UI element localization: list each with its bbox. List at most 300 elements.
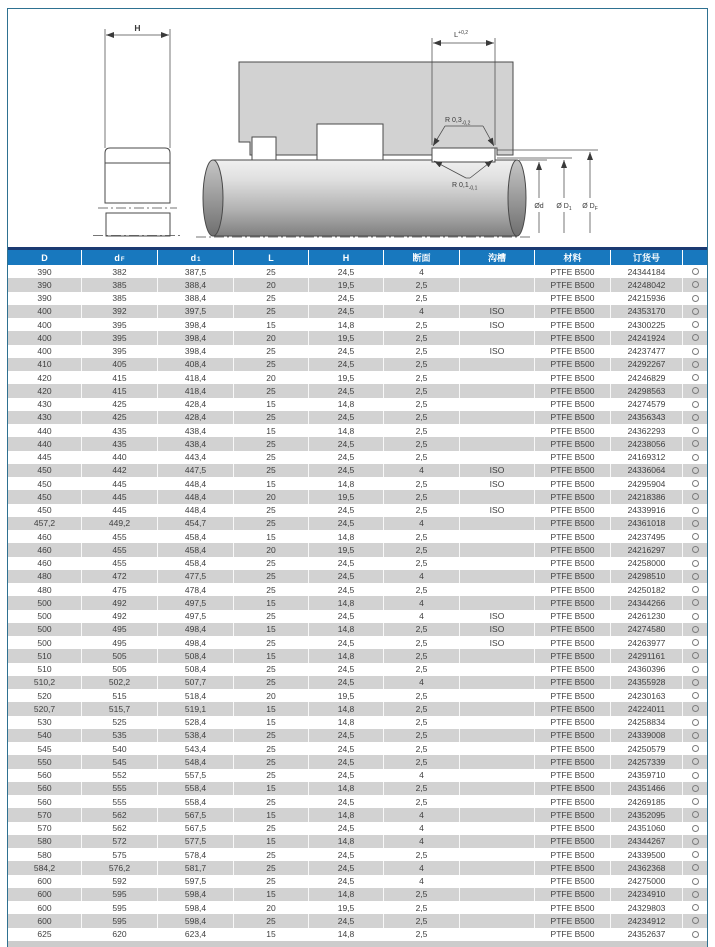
cell-d1: 398,4	[158, 331, 234, 344]
cell-material: PTFE B500	[535, 610, 611, 623]
circle-icon	[692, 666, 699, 673]
cell-dF: 455	[82, 543, 158, 556]
cell-material: PTFE B500	[535, 451, 611, 464]
cell-D: 410	[8, 358, 82, 371]
availability-cell	[683, 623, 707, 636]
technical-drawing	[8, 9, 707, 247]
circle-icon	[692, 387, 699, 394]
cell-groove	[460, 769, 535, 782]
cell-D: 510	[8, 663, 82, 676]
cell-D: 600	[8, 901, 82, 914]
cell-profile: 2,5	[384, 543, 460, 556]
table-row	[8, 331, 707, 344]
circle-icon	[692, 321, 699, 328]
cell-profile: 4	[384, 305, 460, 318]
availability-cell	[683, 424, 707, 437]
cell-groove	[460, 292, 535, 305]
cell-profile: 2,5	[384, 411, 460, 424]
availability-cell	[683, 702, 707, 715]
table-row	[8, 795, 707, 808]
cell-groove	[460, 358, 535, 371]
cell-order-no: 24275000	[611, 875, 683, 888]
cell-L: 25	[234, 769, 309, 782]
cell-profile: 2,5	[384, 451, 460, 464]
cell-order-no: 24274580	[611, 623, 683, 636]
cell-profile: 2,5	[384, 530, 460, 543]
circle-icon	[692, 864, 699, 871]
cell-order-no: 24258000	[611, 557, 683, 570]
dia-d1-label: Ø $D_1$	[556, 203, 572, 212]
table-row	[8, 490, 707, 503]
availability-cell	[683, 689, 707, 702]
cell-d1: 497,5	[158, 610, 234, 623]
cell-D: 580	[8, 848, 82, 861]
seal-ring-profile	[105, 148, 170, 163]
cell-d1: 598,4	[158, 914, 234, 927]
cell-H: 14,8	[309, 623, 384, 636]
availability-cell	[683, 517, 707, 530]
availability-cell	[683, 795, 707, 808]
availability-cell	[683, 610, 707, 623]
cell-profile: 2,5	[384, 914, 460, 927]
cell-material: PTFE B500	[535, 345, 611, 358]
cell-D: 530	[8, 716, 82, 729]
circle-icon	[692, 414, 699, 421]
cell-H: 24,5	[309, 861, 384, 874]
cell-L: 15	[234, 424, 309, 437]
cell-material: PTFE B500	[535, 424, 611, 437]
cell-D: 450	[8, 504, 82, 517]
availability-cell	[683, 292, 707, 305]
table-row	[8, 517, 707, 530]
table-row	[8, 371, 707, 384]
cell-material: PTFE B500	[535, 649, 611, 662]
cell-profile: 2,5	[384, 742, 460, 755]
cell-material: PTFE B500	[535, 265, 611, 278]
cell-D: 400	[8, 331, 82, 344]
cell-order-no: 24353170	[611, 305, 683, 318]
circle-icon	[692, 281, 699, 288]
table-row	[8, 477, 707, 490]
cell-groove	[460, 331, 535, 344]
table-row	[8, 861, 707, 874]
cell-material: PTFE B500	[535, 464, 611, 477]
cell-profile: 2,5	[384, 663, 460, 676]
cell-H: 24,5	[309, 345, 384, 358]
cell-H: 24,5	[309, 848, 384, 861]
availability-cell	[683, 742, 707, 755]
circle-icon	[692, 454, 699, 461]
cell-material: PTFE B500	[535, 689, 611, 702]
cell-dF: 415	[82, 384, 158, 397]
cell-profile: 2,5	[384, 384, 460, 397]
cell-groove	[460, 265, 535, 278]
cell-d1: 458,4	[158, 543, 234, 556]
cell-L: 15	[234, 530, 309, 543]
cell-D: 550	[8, 755, 82, 768]
cell-d1: 558,4	[158, 795, 234, 808]
circle-icon	[692, 851, 699, 858]
availability-cell	[683, 557, 707, 570]
table-row	[8, 742, 707, 755]
cell-D: 400	[8, 318, 82, 331]
cell-order-no: 24300225	[611, 318, 683, 331]
table-row	[8, 318, 707, 331]
circle-icon	[692, 798, 699, 805]
cell-d1: 598,4	[158, 888, 234, 901]
cell-profile: 2,5	[384, 623, 460, 636]
cell-d1: 478,4	[158, 583, 234, 596]
cell-H: 24,5	[309, 676, 384, 689]
availability-cell	[683, 888, 707, 901]
cell-dF: 595	[82, 901, 158, 914]
circle-icon	[692, 825, 699, 832]
table-row	[8, 808, 707, 821]
cell-D: 520	[8, 689, 82, 702]
circle-icon	[692, 427, 699, 434]
cell-d1: 448,4	[158, 504, 234, 517]
circle-icon	[692, 679, 699, 686]
availability-cell	[683, 636, 707, 649]
circle-icon	[692, 639, 699, 646]
cell-order-no: 24258834	[611, 716, 683, 729]
column-header-D: D	[8, 250, 82, 265]
cell-H: 19,5	[309, 278, 384, 291]
table-row	[8, 596, 707, 609]
seal-in-groove	[432, 148, 495, 162]
cell-order-no: 24339916	[611, 504, 683, 517]
availability-cell	[683, 331, 707, 344]
cell-order-no: 24292267	[611, 358, 683, 371]
cell-order-no: 24237495	[611, 530, 683, 543]
cell-dF: 595	[82, 888, 158, 901]
cell-d1: 454,7	[158, 517, 234, 530]
cell-dF: 472	[82, 570, 158, 583]
cell-groove	[460, 676, 535, 689]
table-row	[8, 875, 707, 888]
seal-profile-figure	[93, 29, 182, 236]
availability-cell	[683, 305, 707, 318]
cell-H: 19,5	[309, 371, 384, 384]
availability-cell	[683, 411, 707, 424]
cell-groove	[460, 424, 535, 437]
table-row	[8, 755, 707, 768]
cell-L: 20	[234, 371, 309, 384]
cell-L: 15	[234, 477, 309, 490]
cell-D: 390	[8, 265, 82, 278]
cell-L: 25	[234, 504, 309, 517]
cell-order-no: 24355928	[611, 676, 683, 689]
availability-cell	[683, 265, 707, 278]
cell-profile: 2,5	[384, 901, 460, 914]
cell-L: 25	[234, 464, 309, 477]
table-row	[8, 835, 707, 848]
cell-groove	[460, 451, 535, 464]
cell-profile: 4	[384, 517, 460, 530]
availability-cell	[683, 901, 707, 914]
circle-icon	[692, 374, 699, 381]
cell-order-no: 24356343	[611, 411, 683, 424]
cell-material: PTFE B500	[535, 663, 611, 676]
cell-H: 24,5	[309, 464, 384, 477]
cell-profile: 2,5	[384, 424, 460, 437]
cell-D: 460	[8, 557, 82, 570]
cell-H: 14,8	[309, 398, 384, 411]
cell-material: PTFE B500	[535, 861, 611, 874]
cell-L: 25	[234, 663, 309, 676]
cell-d1: 548,4	[158, 755, 234, 768]
cell-dF: 535	[82, 729, 158, 742]
availability-cell	[683, 371, 707, 384]
cell-H: 14,8	[309, 477, 384, 490]
availability-cell	[683, 464, 707, 477]
cell-H: 14,8	[309, 424, 384, 437]
cell-D: 480	[8, 583, 82, 596]
cell-order-no: 24257339	[611, 755, 683, 768]
cell-D: 625	[8, 928, 82, 941]
table-row	[8, 769, 707, 782]
table-row	[8, 583, 707, 596]
cell-profile: 2,5	[384, 782, 460, 795]
cell-dF: 395	[82, 318, 158, 331]
cell-dF: 449,2	[82, 517, 158, 530]
circle-icon	[692, 268, 699, 275]
cell-profile: 2,5	[384, 649, 460, 662]
cell-H: 19,5	[309, 331, 384, 344]
cell-d1: 543,4	[158, 742, 234, 755]
cell-D: 600	[8, 875, 82, 888]
cell-d1: 518,4	[158, 689, 234, 702]
cell-dF: 515,7	[82, 702, 158, 715]
cell-d1: 498,4	[158, 623, 234, 636]
cell-groove	[460, 490, 535, 503]
table-row	[8, 451, 707, 464]
cell-d1: 557,5	[158, 769, 234, 782]
cell-L: 25	[234, 411, 309, 424]
table-row	[8, 848, 707, 861]
cell-L: 25	[234, 451, 309, 464]
cell-order-no: 24263977	[611, 636, 683, 649]
cell-profile: 2,5	[384, 504, 460, 517]
cell-D: 584,2	[8, 861, 82, 874]
cell-H: 24,5	[309, 305, 384, 318]
cell-material: PTFE B500	[535, 835, 611, 848]
cell-groove	[460, 649, 535, 662]
cell-d1: 388,4	[158, 292, 234, 305]
cell-dF: 575	[82, 848, 158, 861]
cell-dF: 385	[82, 278, 158, 291]
cell-profile: 2,5	[384, 292, 460, 305]
cell-L: 25	[234, 848, 309, 861]
cell-H: 14,8	[309, 716, 384, 729]
cell-profile: 4	[384, 835, 460, 848]
cell-dF: 435	[82, 437, 158, 450]
cell-material: PTFE B500	[535, 358, 611, 371]
cell-dF: 445	[82, 477, 158, 490]
cell-profile: 4	[384, 610, 460, 623]
cell-H: 24,5	[309, 755, 384, 768]
cell-dF: 425	[82, 411, 158, 424]
cell-d1: 398,4	[158, 345, 234, 358]
guide-ring	[252, 137, 276, 160]
cell-d1: 598,4	[158, 901, 234, 914]
cell-H: 24,5	[309, 914, 384, 927]
cell-material: PTFE B500	[535, 702, 611, 715]
cell-H: 14,8	[309, 835, 384, 848]
circle-icon	[692, 586, 699, 593]
cell-dF: 395	[82, 331, 158, 344]
cell-material: PTFE B500	[535, 557, 611, 570]
table-row	[8, 398, 707, 411]
cell-order-no: 24169312	[611, 451, 683, 464]
availability-cell	[683, 769, 707, 782]
cell-profile: 2,5	[384, 702, 460, 715]
cell-material: PTFE B500	[535, 716, 611, 729]
cell-dF: 545	[82, 755, 158, 768]
cell-H: 24,5	[309, 583, 384, 596]
cell-H: 24,5	[309, 729, 384, 742]
availability-cell	[683, 530, 707, 543]
cell-groove	[460, 278, 535, 291]
cell-groove: ISO	[460, 305, 535, 318]
cell-H: 24,5	[309, 411, 384, 424]
cell-dF: 395	[82, 345, 158, 358]
cell-groove	[460, 371, 535, 384]
cell-H: 24,5	[309, 384, 384, 397]
cell-order-no: 24351466	[611, 782, 683, 795]
cell-groove	[460, 742, 535, 755]
cell-material: PTFE B500	[535, 437, 611, 450]
cell-material: PTFE B500	[535, 795, 611, 808]
cell-D: 600	[8, 914, 82, 927]
circle-icon	[692, 745, 699, 752]
cell-D: 420	[8, 384, 82, 397]
cell-d1: 428,4	[158, 398, 234, 411]
cell-material: PTFE B500	[535, 517, 611, 530]
availability-cell	[683, 649, 707, 662]
cell-profile: 4	[384, 464, 460, 477]
cell-profile: 4	[384, 769, 460, 782]
availability-cell	[683, 318, 707, 331]
cell-dF: 540	[82, 742, 158, 755]
radius-bottom-label: R $0,1_{-0,1}$	[452, 182, 478, 192]
cell-L: 25	[234, 822, 309, 835]
cell-material: PTFE B500	[535, 769, 611, 782]
cell-d1: 448,4	[158, 477, 234, 490]
circle-icon	[692, 719, 699, 726]
cell-order-no: 24295904	[611, 477, 683, 490]
cell-D: 440	[8, 424, 82, 437]
cell-d1: 458,4	[158, 530, 234, 543]
availability-cell	[683, 398, 707, 411]
cell-order-no: 24234912	[611, 914, 683, 927]
cell-profile: 4	[384, 265, 460, 278]
circle-icon	[692, 626, 699, 633]
cell-dF: 492	[82, 596, 158, 609]
cell-dF: 576,2	[82, 861, 158, 874]
cell-H: 14,8	[309, 782, 384, 795]
dia-df-label: Ø $D_F$	[582, 203, 598, 212]
cell-order-no: 24248042	[611, 278, 683, 291]
cell-order-no: 24218386	[611, 490, 683, 503]
cell-H: 14,8	[309, 808, 384, 821]
cell-groove	[460, 782, 535, 795]
cell-H: 24,5	[309, 742, 384, 755]
cell-order-no: 24250579	[611, 742, 683, 755]
cell-material: PTFE B500	[535, 676, 611, 689]
table-row	[8, 901, 707, 914]
cell-profile: 2,5	[384, 755, 460, 768]
cell-L: 20	[234, 278, 309, 291]
table-row	[8, 729, 707, 742]
circle-icon	[692, 904, 699, 911]
table-row	[8, 782, 707, 795]
cell-d1: 408,4	[158, 358, 234, 371]
cell-D: 560	[8, 769, 82, 782]
cell-D: 400	[8, 305, 82, 318]
cell-dF: 505	[82, 663, 158, 676]
cell-profile: 2,5	[384, 795, 460, 808]
table-row	[8, 702, 707, 715]
cell-D: 420	[8, 371, 82, 384]
column-header-marker	[683, 250, 707, 265]
circle-icon	[692, 401, 699, 408]
cell-d1: 443,4	[158, 451, 234, 464]
installation-figure	[196, 30, 598, 237]
cell-profile: 2,5	[384, 358, 460, 371]
availability-cell	[683, 384, 707, 397]
cell-dF: 505	[82, 649, 158, 662]
availability-cell	[683, 848, 707, 861]
cell-L: 20	[234, 331, 309, 344]
cell-dF: 405	[82, 358, 158, 371]
cell-dF: 492	[82, 610, 158, 623]
cell-D: 500	[8, 623, 82, 636]
cell-H: 24,5	[309, 451, 384, 464]
table-body	[8, 265, 707, 941]
cell-groove: ISO	[460, 504, 535, 517]
cell-d1: 581,7	[158, 861, 234, 874]
cell-d1: 623,4	[158, 928, 234, 941]
circle-icon	[692, 878, 699, 885]
cell-H: 24,5	[309, 795, 384, 808]
cell-d1: 418,4	[158, 384, 234, 397]
cell-H: 24,5	[309, 557, 384, 570]
cell-H: 14,8	[309, 318, 384, 331]
availability-cell	[683, 782, 707, 795]
circle-icon	[692, 295, 699, 302]
cell-order-no: 24269185	[611, 795, 683, 808]
cell-material: PTFE B500	[535, 305, 611, 318]
column-header-d1: d $_1$	[158, 250, 234, 265]
cell-L: 15	[234, 398, 309, 411]
cell-material: PTFE B500	[535, 530, 611, 543]
cell-D: 570	[8, 822, 82, 835]
cell-groove	[460, 663, 535, 676]
cell-L: 15	[234, 928, 309, 941]
cell-dF: 425	[82, 398, 158, 411]
availability-cell	[683, 583, 707, 596]
cell-H: 19,5	[309, 901, 384, 914]
table-row	[8, 716, 707, 729]
cell-order-no: 24361018	[611, 517, 683, 530]
table-row	[8, 424, 707, 437]
cell-groove	[460, 822, 535, 835]
cell-profile: 2,5	[384, 371, 460, 384]
circle-icon	[692, 931, 699, 938]
table-row	[8, 345, 707, 358]
cell-D: 500	[8, 610, 82, 623]
